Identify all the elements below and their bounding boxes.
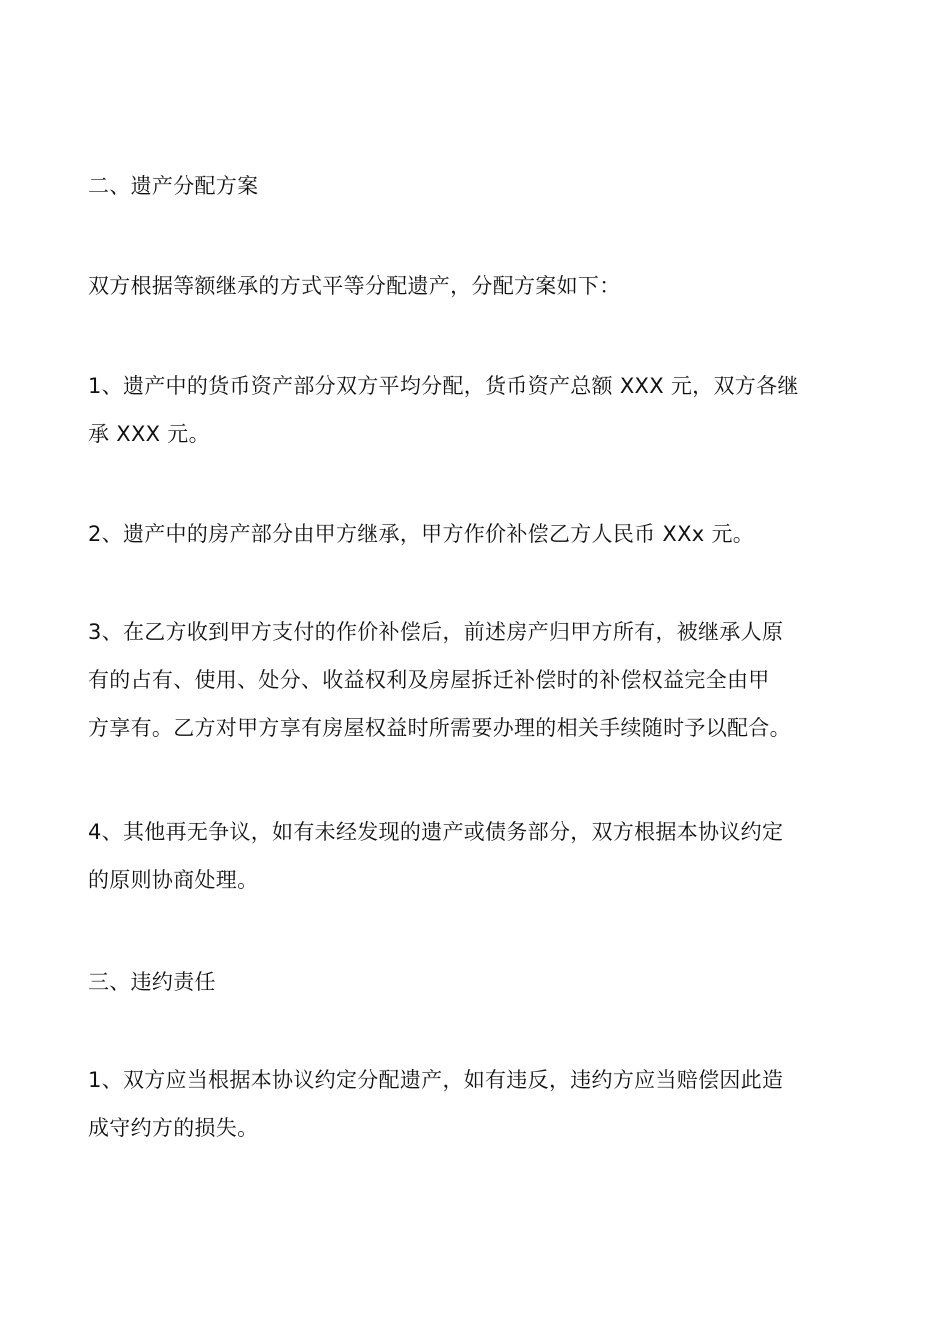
- section-heading-breach-liability: [88, 958, 868, 1006]
- breach-clause-1: [88, 1056, 868, 1152]
- paragraph-line: 成守约方的损失。: [88, 1116, 259, 1140]
- clause-3-property-rights: [88, 608, 868, 752]
- paragraph-line: 2、遗产中的房产部分由甲方继承，甲方作价补偿乙方人民币 XXx 元。: [88, 522, 755, 546]
- paragraph-line: 双方根据等额继承的方式平等分配遗产，分配方案如下：: [88, 274, 621, 298]
- paragraph-line: 的原则协商处理。: [88, 868, 259, 892]
- heading-text: 三、违约责任: [88, 970, 216, 994]
- intro-paragraph: [88, 262, 868, 310]
- clause-2-property: [88, 510, 868, 558]
- paragraph-line: 3、在乙方收到甲方支付的作价补偿后，前述房产归甲方所有，被继承人原: [88, 620, 784, 644]
- clause-4-undiscovered-estate: [88, 808, 868, 904]
- clause-1-currency-assets: [88, 362, 868, 458]
- paragraph-line: 1、遗产中的货币资产部分双方平均分配，货币资产总额 XXX 元，双方各继: [88, 374, 799, 398]
- paragraph-line: 方享有。乙方对甲方享有房屋权益时所需要办理的相关手续随时予以配合。: [88, 716, 791, 740]
- paragraph-line: 4、其他再无争议，如有未经发现的遗产或债务部分，双方根据本协议约定: [88, 820, 784, 844]
- paragraph-line: 承 XXX 元。: [88, 422, 210, 446]
- section-heading-distribution-plan: [88, 162, 868, 210]
- heading-text: 二、遗产分配方案: [88, 174, 259, 198]
- paragraph-line: 1、双方应当根据本协议约定分配遗产，如有违反，违约方应当赔偿因此造: [88, 1068, 784, 1092]
- paragraph-line: 有的占有、使用、处分、收益权利及房屋拆迁补偿时的补偿权益完全由甲: [88, 668, 770, 692]
